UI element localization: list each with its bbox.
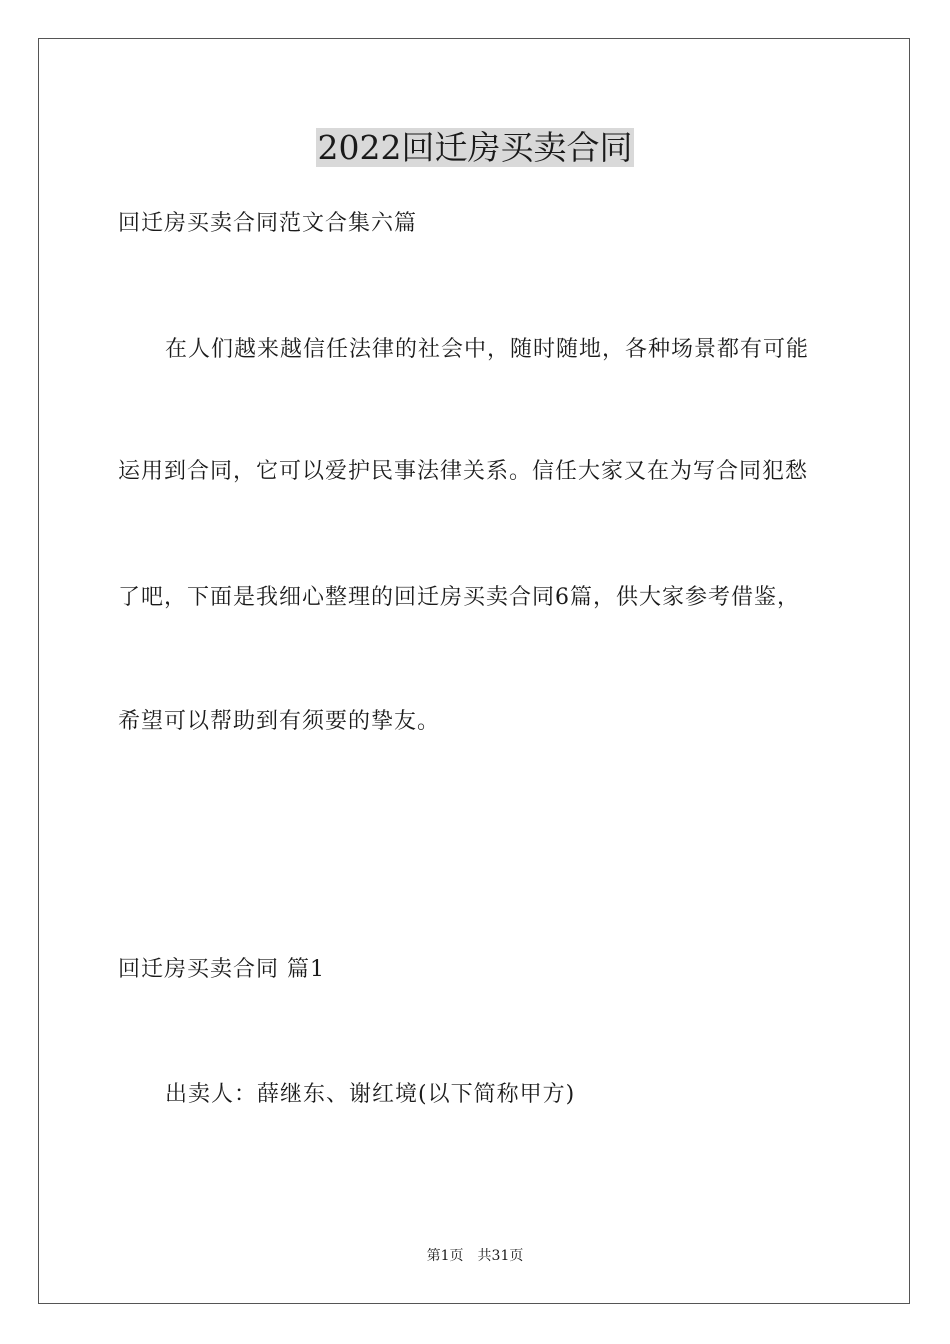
page-footer: 第1页 共31页 bbox=[426, 1248, 524, 1264]
seller-line: 出卖人：薛继东、谢红境(以下简称甲方) bbox=[165, 1082, 576, 1107]
section-heading: 回迁房买卖合同 篇1 bbox=[118, 957, 325, 982]
intro-line-2: 运用到合同，它可以爱护民事法律关系。信任大家又在为写合同犯愁 bbox=[118, 459, 809, 484]
intro-line-4: 希望可以帮助到有须要的挚友。 bbox=[118, 709, 441, 734]
document-title bbox=[0, 126, 950, 170]
document-title-text: 2022回迁房买卖合同 bbox=[317, 128, 633, 167]
intro-line-1: 在人们越来越信任法律的社会中，随时随地，各种场景都有可能 bbox=[165, 337, 810, 362]
document-subtitle: 回迁房买卖合同范文合集六篇 bbox=[118, 211, 418, 236]
intro-line-3: 了吧，下面是我细心整理的回迁房买卖合同6篇，供大家参考借鉴， bbox=[118, 585, 800, 610]
